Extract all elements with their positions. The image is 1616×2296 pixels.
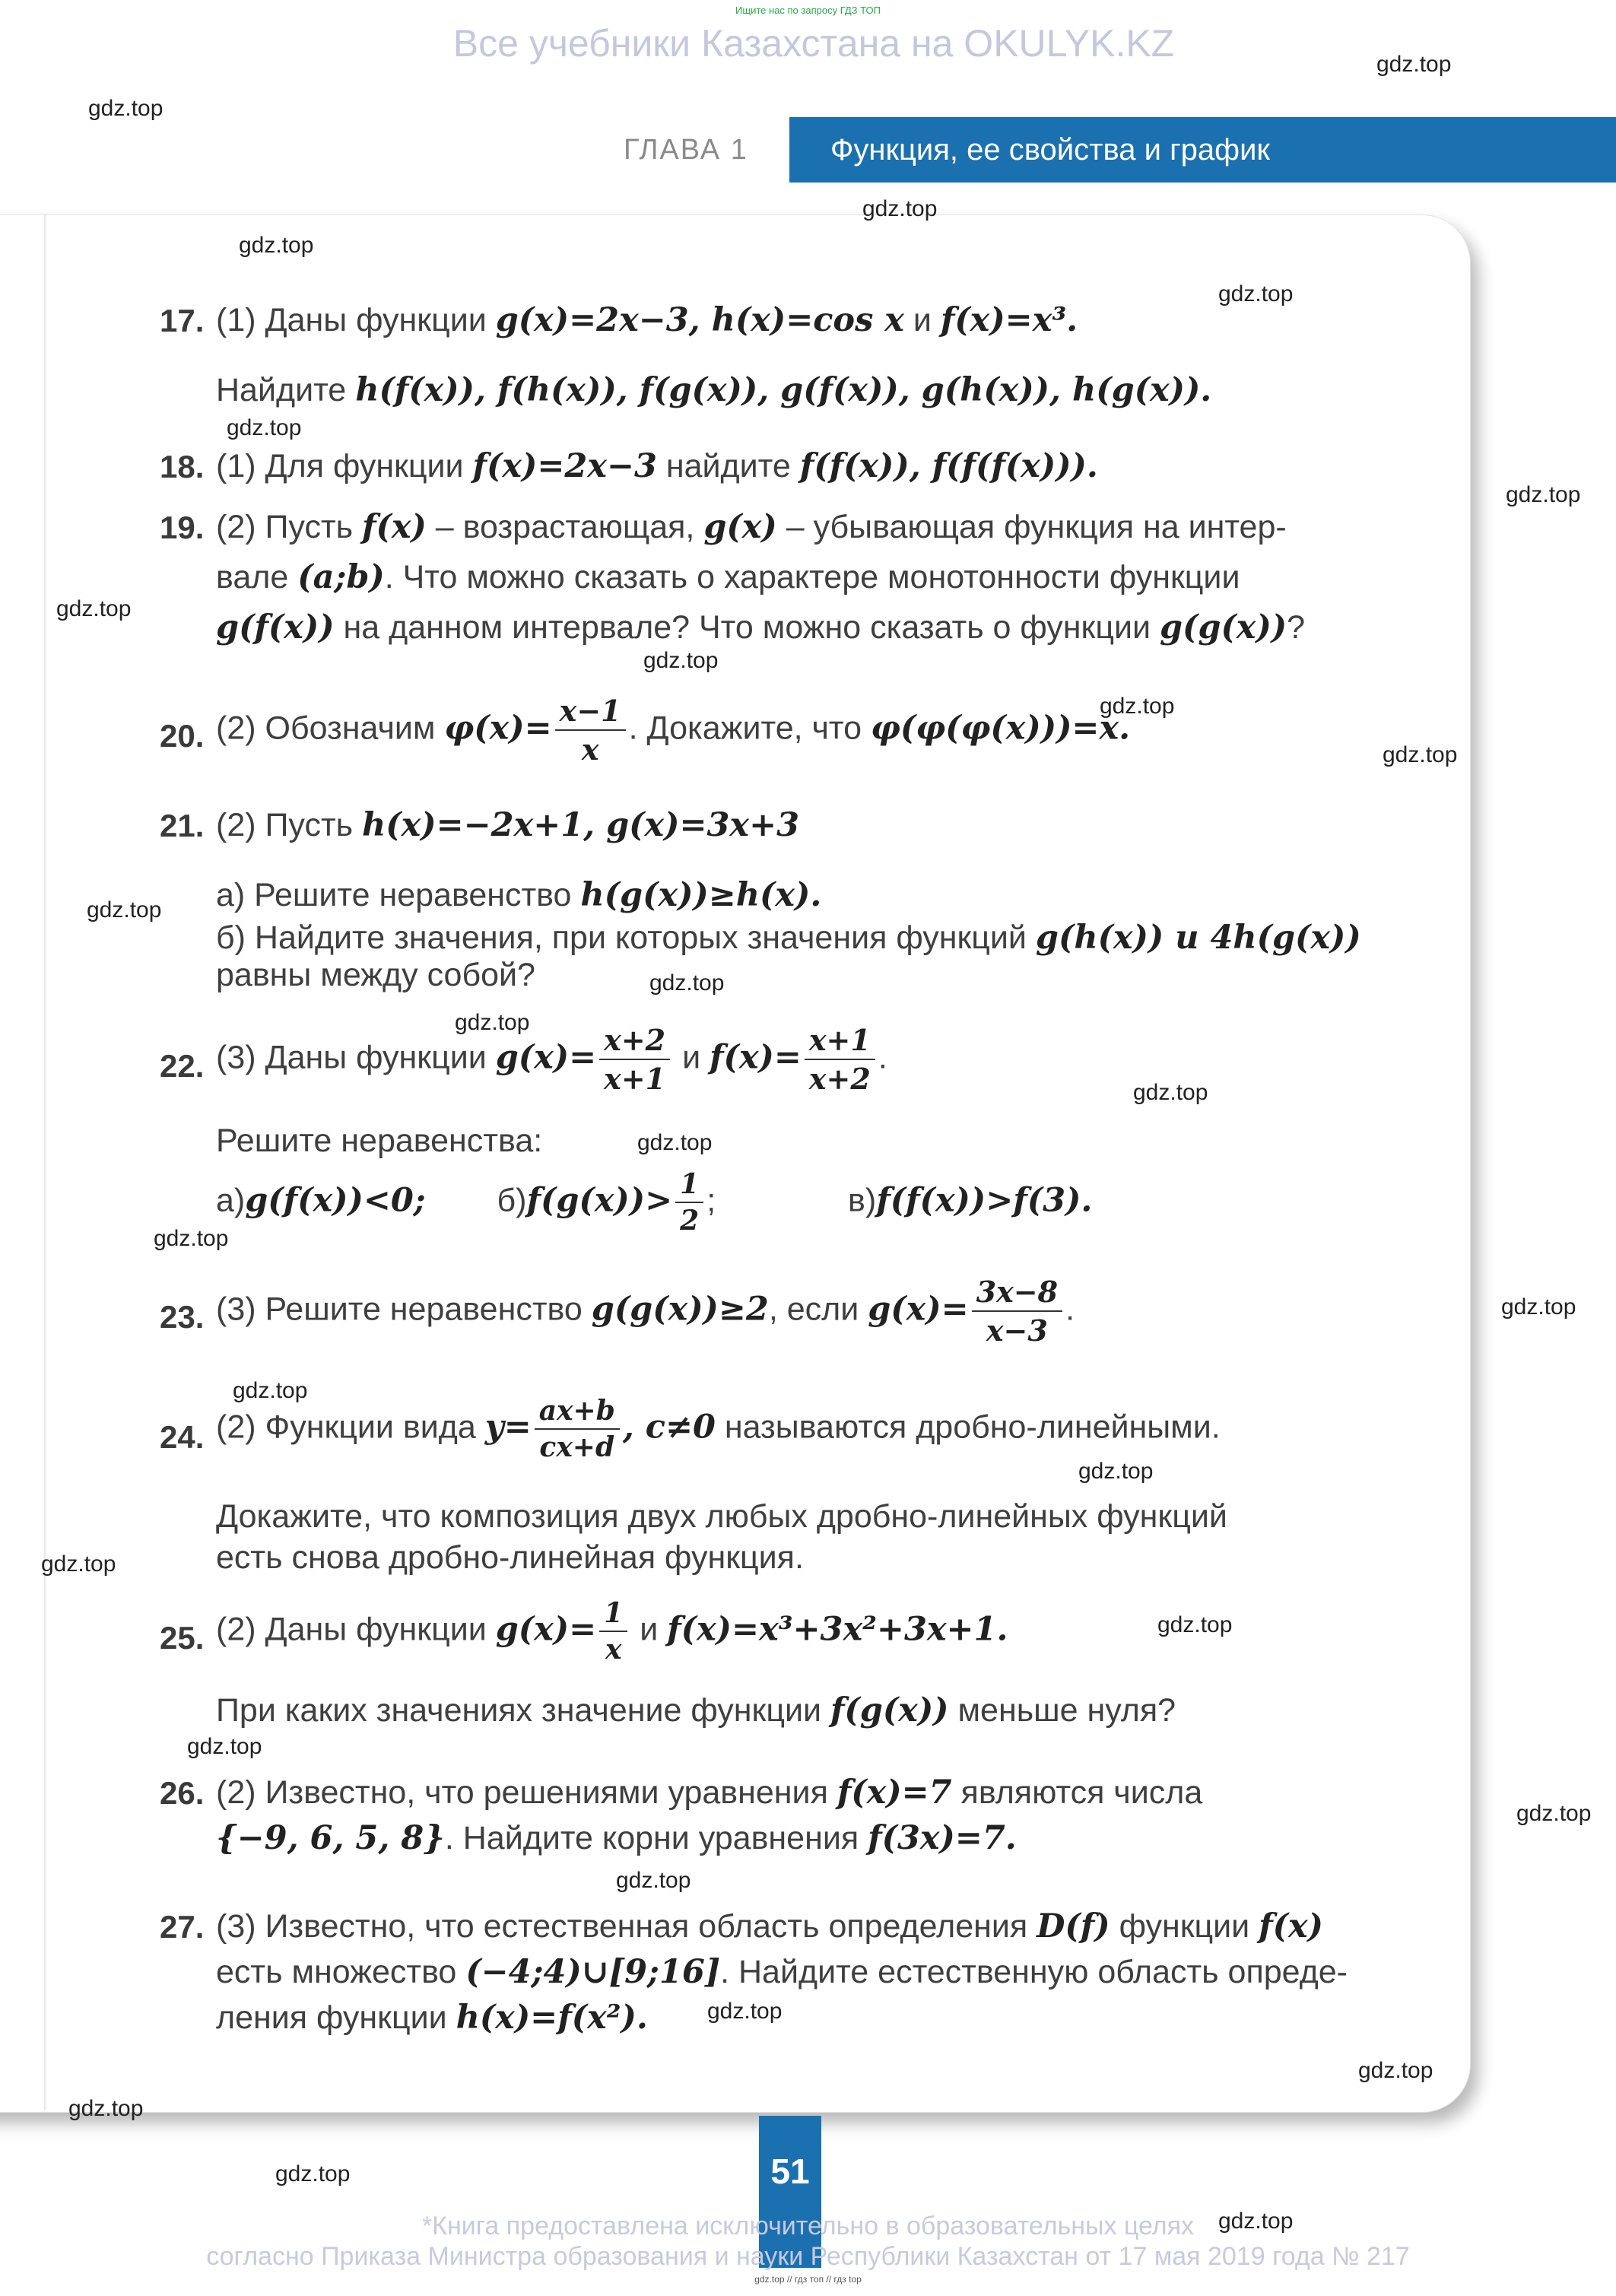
chapter-label: ГЛАВА 1 (624, 134, 748, 166)
watermark: gdz.top (187, 1734, 262, 1759)
problem-17-number: 17. (160, 303, 205, 338)
top-note: Ищите нас по запросу ГДЗ ТОП (735, 5, 881, 16)
watermark: gdz.top (88, 96, 164, 121)
problem-24-line3: есть снова дробно-линейная функция. (216, 1539, 804, 1576)
watermark: gdz.top (1516, 1801, 1592, 1826)
watermark: gdz.top (649, 970, 725, 996)
watermark: gdz.top (862, 196, 938, 221)
problem-21-number: 21. (160, 808, 205, 843)
problem-22-number: 22. (160, 1048, 205, 1084)
problem-21-line1: (2) Пусть h(x)=−2x+1, g(x)=3x+3 (216, 806, 800, 844)
watermark: gdz.top (68, 2096, 144, 2121)
problem-20-number: 20. (160, 718, 205, 754)
watermark: gdz.top (1383, 742, 1458, 767)
problem-25-number: 25. (160, 1620, 205, 1656)
site-banner[interactable]: Все учебники Казахстана на OKULYK.KZ (452, 22, 1175, 65)
problem-20-line1: (2) Обозначим φ(x)= $\frac{x-1}{x}$ . Докажите, что φ(φ(φ(x)))=x. (216, 694, 1131, 767)
watermark: gdz.top (1376, 52, 1452, 77)
problem-27-number: 27. (160, 1909, 205, 1945)
problem-17-line1: (1) Даны функции g(x)=2x−3, h(x)=cos x и f(x)=x³. (216, 301, 1078, 339)
problem-24-number: 24. (160, 1419, 205, 1455)
fraction: $\frac{x-1}{x}$ (555, 694, 626, 767)
problem-27-line2: есть множество (−4;4)∪[9;16]. Найдите естественную область опреде- (216, 1953, 1348, 1991)
watermark: gdz.top (1100, 694, 1175, 719)
chapter-title: Функция, ее свойства и график (830, 133, 1270, 167)
panel-divider (44, 215, 46, 2110)
watermark: gdz.top (1218, 2209, 1294, 2234)
watermark: gdz.top (455, 1010, 530, 1035)
footer-tiny: gdz.top // гдз топ // гдз top (754, 2274, 862, 2285)
watermark: gdz.top (233, 1378, 308, 1403)
problem-27-line1: (3) Известно, что естественная область определения D(f) функции f(x) (216, 1907, 1323, 1945)
watermark: gdz.top (1506, 482, 1581, 507)
problem-17-line2: Найдите h(f(x)), f(h(x)), f(g(x)), g(f(x)), g(h(x)), h(g(x)). (216, 371, 1212, 409)
watermark: gdz.top (227, 415, 302, 440)
watermark: gdz.top (154, 1226, 229, 1251)
problem-19-number: 19. (160, 510, 205, 545)
problem-25-line2: При каких значениях значение функции f(g(x)) меньше нуля? (216, 1691, 1176, 1729)
page-number: 51 (770, 2152, 810, 2191)
problem-18-number: 18. (160, 449, 205, 484)
problem-24-line1: (2) Функции вида y= $\frac{ax+b}{cx+d}$ , c≠0 называются дробно-линейными. (216, 1395, 1221, 1463)
watermark: gdz.top (616, 1868, 691, 1893)
problem-19-line3: g(f(x)) на данном интервале? Что можно сказать о функции g(g(x))? (216, 608, 1306, 646)
problem-17-level: (1) (216, 302, 256, 338)
watermark: gdz.top (1157, 1612, 1233, 1637)
watermark: gdz.top (707, 1999, 783, 2024)
problem-22-line1: (3) Даны функции g(x)= $\frac{x+2}{x+1}$ и f(x)= $\frac{x+1}{x+2}$ . (216, 1023, 887, 1096)
problem-25-line1: (2) Даны функции g(x)= $\frac{1}{x}$ и f(x)=x³+3x²+3x+1. (216, 1597, 1008, 1666)
watermark: gdz.top (275, 2161, 351, 2186)
watermark: gdz.top (643, 648, 719, 673)
watermark: gdz.top (1501, 1294, 1576, 1319)
watermark: gdz.top (637, 1130, 713, 1155)
footer-line-1: *Книга предоставлена исключительно в образовательных целях (421, 2212, 1195, 2240)
watermark: gdz.top (87, 897, 162, 923)
problem-27-line3: ления функции h(x)=f(x²). (216, 1999, 648, 2037)
problem-18-line1: (1) Для функции f(x)=2x−3 найдите f(f(x)), f(f(f(x))). (216, 447, 1098, 485)
problem-21-part-a: а) Решите неравенство h(g(x))≥h(x). (216, 876, 822, 914)
problem-22-line3: а)g(f(x))<0; б)f(g(x))> $\frac{1}{2}$ ; в)f(f(x))>f(3). (216, 1168, 1093, 1237)
watermark: gdz.top (239, 233, 314, 258)
problem-26-line1: (2) Известно, что решениями уравнения f(x)=7 являются числа (216, 1774, 1203, 1812)
problem-22-line2: Решите неравенства: (216, 1123, 543, 1159)
problem-26-line2: {−9, 6, 5, 8}. Найдите корни уравнения f(3x)=7. (216, 1819, 1017, 1857)
problem-21-part-b: б) Найдите значения, при которых значения функций g(h(x)) и 4h(g(x)) (216, 919, 1361, 957)
watermark: gdz.top (41, 1551, 116, 1577)
problem-24-line2: Докажите, что композиция двух любых дробно-линейных функций (216, 1498, 1227, 1535)
watermark: gdz.top (56, 596, 132, 621)
problem-19-line1: (2) Пусть f(x) – возрастающая, g(x) – убывающая функция на интер- (216, 508, 1287, 546)
watermark: gdz.top (1133, 1080, 1208, 1105)
problem-23-number: 23. (160, 1299, 205, 1335)
watermark: gdz.top (1078, 1459, 1154, 1484)
problem-21-part-b-cont: равны между собой? (216, 957, 535, 993)
problem-26-number: 26. (160, 1775, 205, 1811)
problem-19-line2: вале (a;b). Что можно сказать о характере монотонности функции (216, 558, 1240, 596)
problem-23-line1: (3) Решите неравенство g(g(x))≥2, если g(x)= $\frac{3x-8}{x-3}$ . (216, 1275, 1075, 1348)
watermark: gdz.top (1218, 281, 1294, 306)
footer-line-2: согласно Приказа Министра образования и науки Республики Казахстан от 17 мая 2019 года № 217 (206, 2242, 1410, 2271)
watermark: gdz.top (1358, 2058, 1433, 2083)
